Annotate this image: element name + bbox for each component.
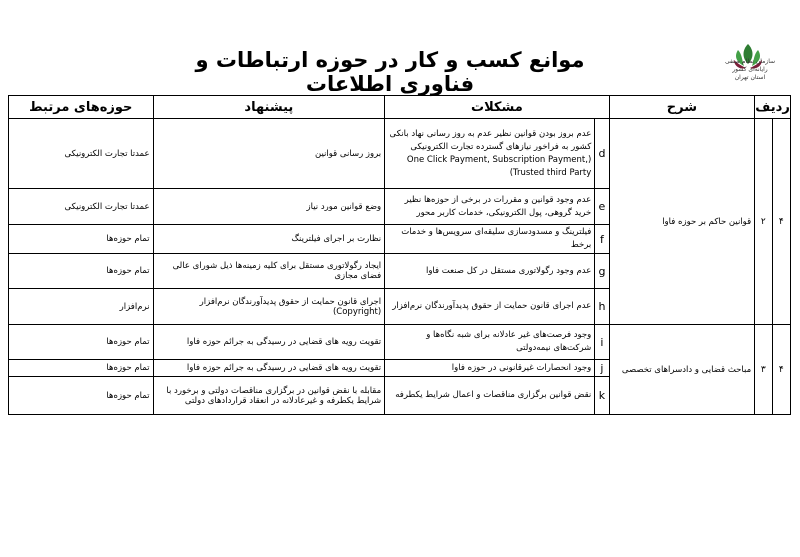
problem-cell: عدم وجود قوانین و مقررات در برخی از حوزه‌ها نظیر خرید گروهی، پول الکترونیکی، خدمات کاربر محور (385, 189, 595, 225)
problem-letter: k (595, 377, 609, 415)
proposal-cell: تقویت رویه های قضایی در رسیدگی به جرائم حوزه فاوا (153, 360, 385, 377)
problem-letter: g (595, 254, 609, 289)
problem-cell: وجود فرصت‌های غیر عادلانه برای شبه نگاه‌ها و شرکت‌های نیمه‌دولتی (385, 325, 595, 360)
table-header-row (9, 96, 791, 119)
area-cell: تمام حوزه‌ها (9, 254, 154, 289)
row-number-b: ۳ (755, 325, 772, 415)
problem-cell: نقض قوانین برگزاری مناقصات و اعمال شرایط یکطرفه (385, 377, 595, 415)
problem-cell: عدم وجود رگولاتوری مستقل در کل صنعت فاوا (385, 254, 595, 289)
row-number-a: ۴ (772, 119, 790, 325)
header-proposal: پیشنهاد (153, 96, 385, 119)
header-problems: مشکلات (385, 96, 609, 119)
problem-cell: وجود انحصارات غیرقانونی در حوزه فاوا (385, 360, 595, 377)
description-cell: قوانین حاکم بر حوزه فاوا (609, 119, 755, 325)
problem-letter: j (595, 360, 609, 377)
problem-letter: e (595, 189, 609, 225)
table-row (9, 119, 791, 189)
area-cell: نرم‌افزار (9, 289, 154, 325)
problem-letter: h (595, 289, 609, 325)
description-cell: مباحث قضایی و دادسراهای تخصصی (609, 325, 755, 415)
area-cell: تمام حوزه‌ها (9, 325, 154, 360)
problem-cell: عدم بروز بودن قوانین نظیر عدم به روز رسانی نهاد بانکی کشور به فراخور نیازهای گسترده تجارت الکترونیکی (One Click Payment, Subscription Payment, Trusted third Party) (385, 119, 595, 189)
row-number-b: ۲ (755, 119, 772, 325)
row-number-a: ۴ (772, 325, 790, 415)
proposal-cell: بروز رسانی قوانین (153, 119, 385, 189)
proposal-cell: ایجاد رگولاتوری مستقل برای کلیه زمینه‌ها ذیل شورای عالی فضای مجازی (153, 254, 385, 289)
problem-cell: فیلترینگ و مسدودسازی سلیقه‌ای سرویس‌ها و خدمات برخط (385, 225, 595, 254)
area-cell: تمام حوزه‌ها (9, 225, 154, 254)
table-row (9, 325, 791, 360)
proposal-cell: نظارت بر اجرای فیلترینگ (153, 225, 385, 254)
header-related-areas: حوزه‌های مرتبط (9, 96, 154, 119)
barriers-table (8, 95, 791, 415)
header-row-number: ردیف (755, 96, 791, 119)
area-cell: عمدتا تجارت الکترونیکی (9, 189, 154, 225)
page-title: موانع کسب و کار در حوزه ارتباطات و فناوری اطلاعات (195, 48, 585, 96)
area-cell: عمدتا تجارت الکترونیکی (9, 119, 154, 189)
logo-caption: سازمان نظام صنفی رایانه‌ای کشور استان تهران (724, 58, 776, 81)
area-cell: تمام حوزه‌ها (9, 377, 154, 415)
header-description: شرح (609, 96, 755, 119)
problem-cell: عدم اجرای قانون حمایت از حقوق پدیدآورندگان نرم‌افزار (385, 289, 595, 325)
proposal-cell: مقابله با نقض قوانین در برگزاری مناقصات دولتی و برخورد با شرایط یکطرفه و غیرعادلانه در انعقاد قراردادهای دولتی (153, 377, 385, 415)
problem-letter: d (595, 119, 609, 189)
proposal-cell: وضع قوانین مورد نیاز (153, 189, 385, 225)
problem-letter: i (595, 325, 609, 360)
proposal-cell: تقویت رویه های قضایی در رسیدگی به جرائم حوزه فاوا (153, 325, 385, 360)
problem-letter: f (595, 225, 609, 254)
proposal-cell: اجرای قانون حمایت از حقوق پدیدآورندگان نرم‌افزار (Copyright) (153, 289, 385, 325)
area-cell: تمام حوزه‌ها (9, 360, 154, 377)
